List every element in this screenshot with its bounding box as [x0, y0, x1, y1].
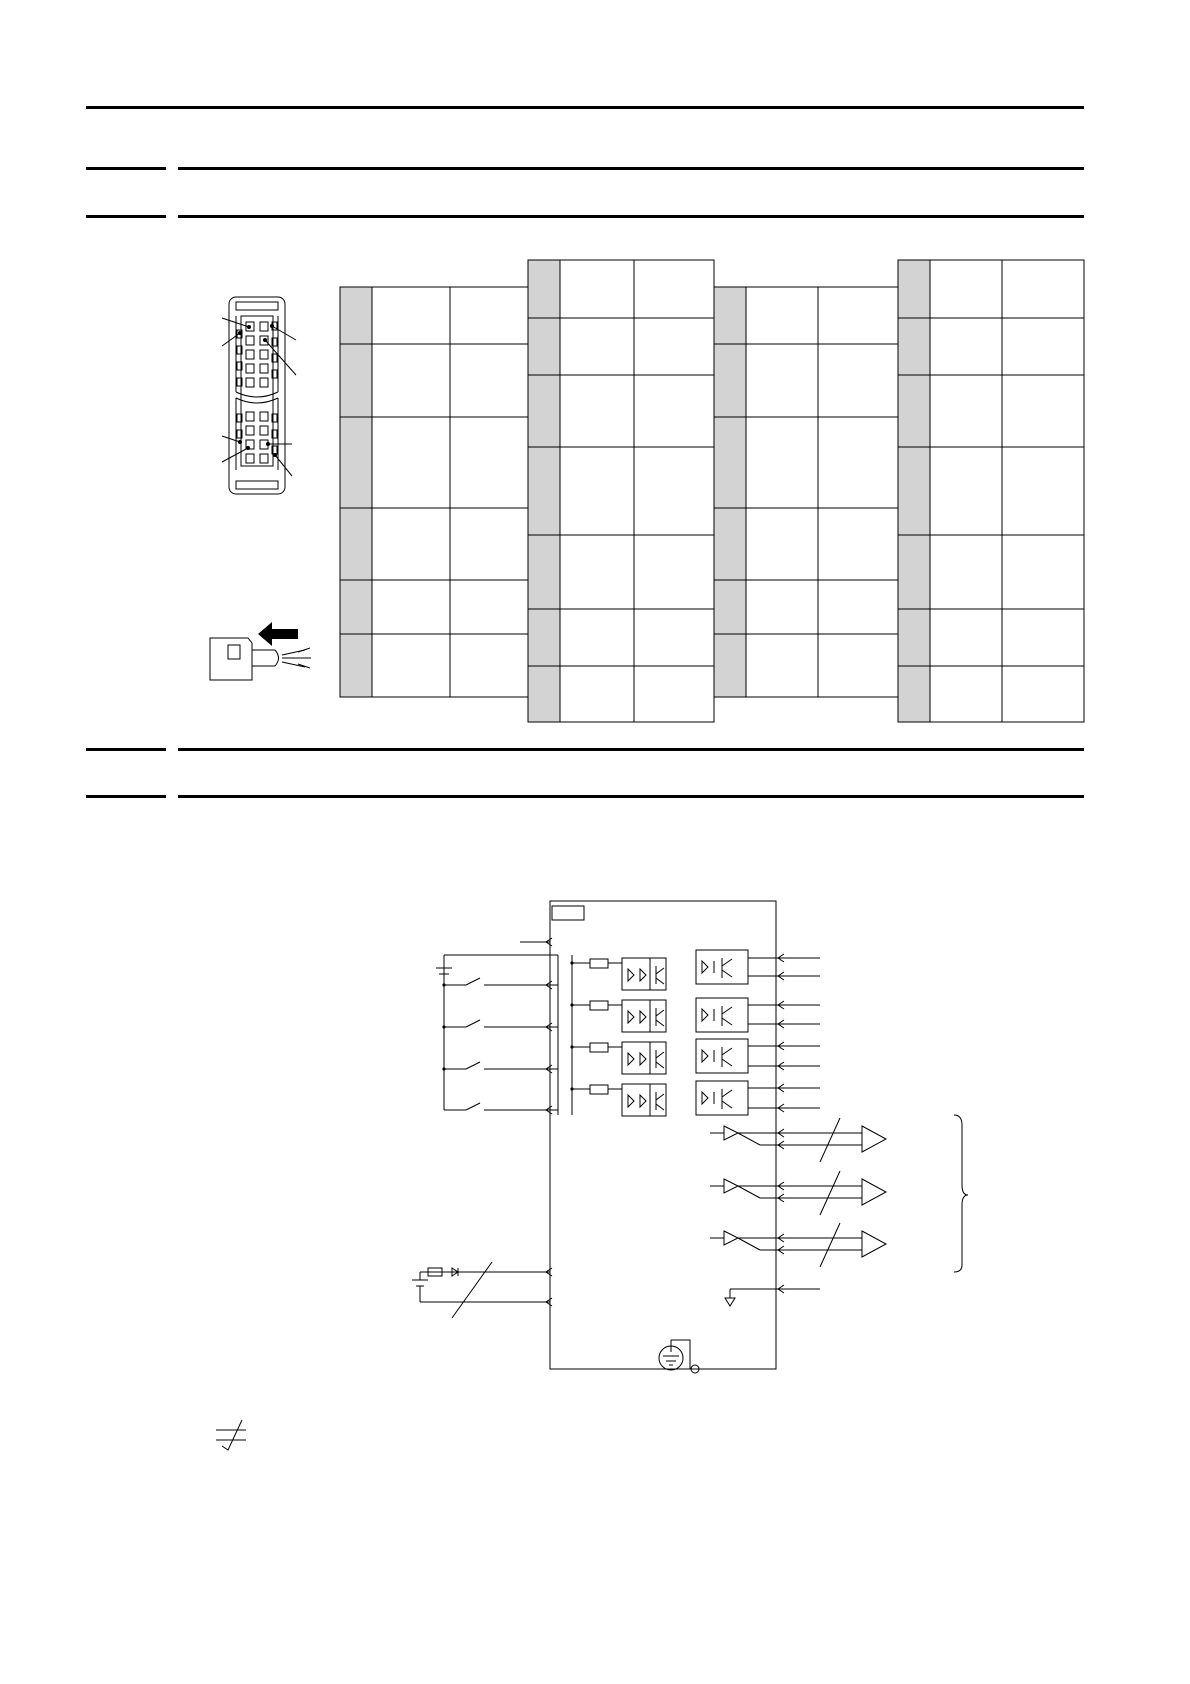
connector-figure — [0, 0, 1190, 760]
pin-table-4 — [898, 260, 1084, 722]
input-switches — [444, 978, 558, 1110]
wiring-diagram — [0, 880, 1190, 1440]
input-photocouplers — [572, 958, 666, 1116]
pin-table-3 — [714, 287, 898, 697]
output-brace — [954, 1115, 968, 1272]
connector-plug — [210, 638, 311, 680]
insert-arrow-icon — [258, 622, 298, 646]
legend — [214, 1418, 814, 1452]
connector-pins — [237, 322, 277, 463]
output-photocouplers — [696, 950, 820, 1115]
line-drivers — [710, 1118, 886, 1267]
twisted-pair-icon — [214, 1418, 254, 1452]
pin-table-1 — [340, 287, 528, 697]
servopack-label-box — [552, 906, 584, 920]
pin-table-2 — [528, 260, 714, 722]
section-2-rule-bottom-right — [178, 795, 1084, 798]
section-2-rule-bottom-left — [86, 795, 166, 798]
